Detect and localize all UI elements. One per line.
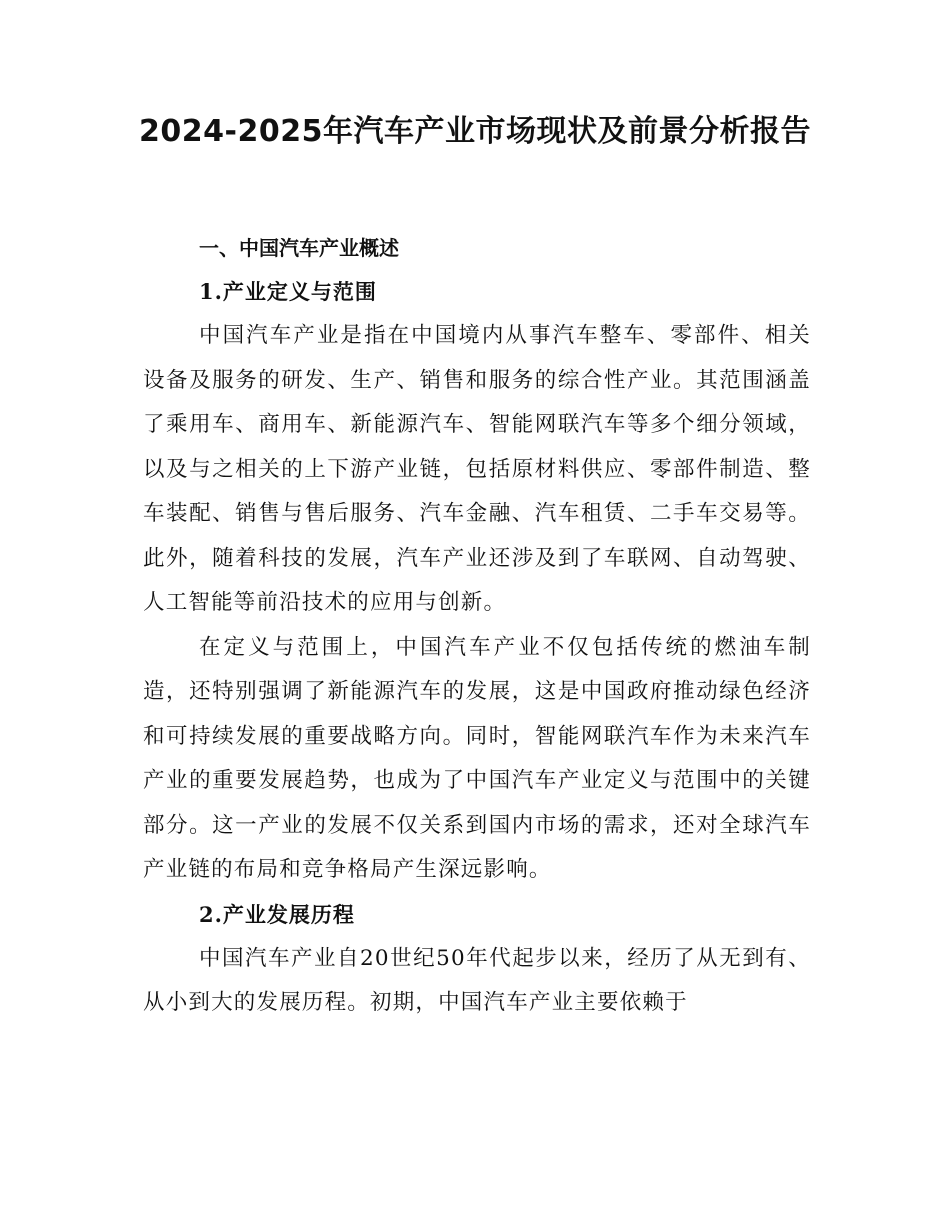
subsection-heading-definition: 1.产业定义与范围 — [199, 279, 377, 304]
section-heading: 一、中国汽车产业概述 — [199, 236, 399, 260]
document-body — [143, 226, 811, 1026]
document-title: 2024-2025年汽车产业市场现状及前景分析报告 — [139, 114, 811, 149]
paragraph: 中国汽车产业是指在中国境内从事汽车整车、零部件、相关设备及服务的研发、生产、销售和服务的综合性产业。其范围涵盖了乘用车、商用车、新能源汽车、智能网联汽车等多个细分领域，以及与之相关的上下游产业链，包括原材料供应、零部件制造、整车装配、销售与售后服务、汽车金融、汽车租赁、二手车交易等。此外，随着科技的发展，汽车产业还涉及到了车联网、自动驾驶、人工智能等前沿技术的应用与创新。 — [143, 323, 811, 615]
subsection-heading-history: 2.产业发展历程 — [199, 901, 355, 927]
paragraph: 中国汽车产业自20世纪50年代起步以来，经历了从无到有、从小到大的发展历程。初期，中国汽车产业主要依赖于 — [143, 945, 811, 1015]
paragraph: 在定义与范围上，中国汽车产业不仅包括传统的燃油车制造，还特别强调了新能源汽车的发展，这是中国政府推动绿色经济和可持续发展的重要战略方向。同时，智能网联汽车作为未来汽车产业的重要发展趋势，也成为了中国汽车产业定义与范围中的关键部分。这一产业的发展不仅关系到国内市场的需求，还对全球汽车产业链的布局和竞争格局产生深远影响。 — [143, 634, 811, 882]
